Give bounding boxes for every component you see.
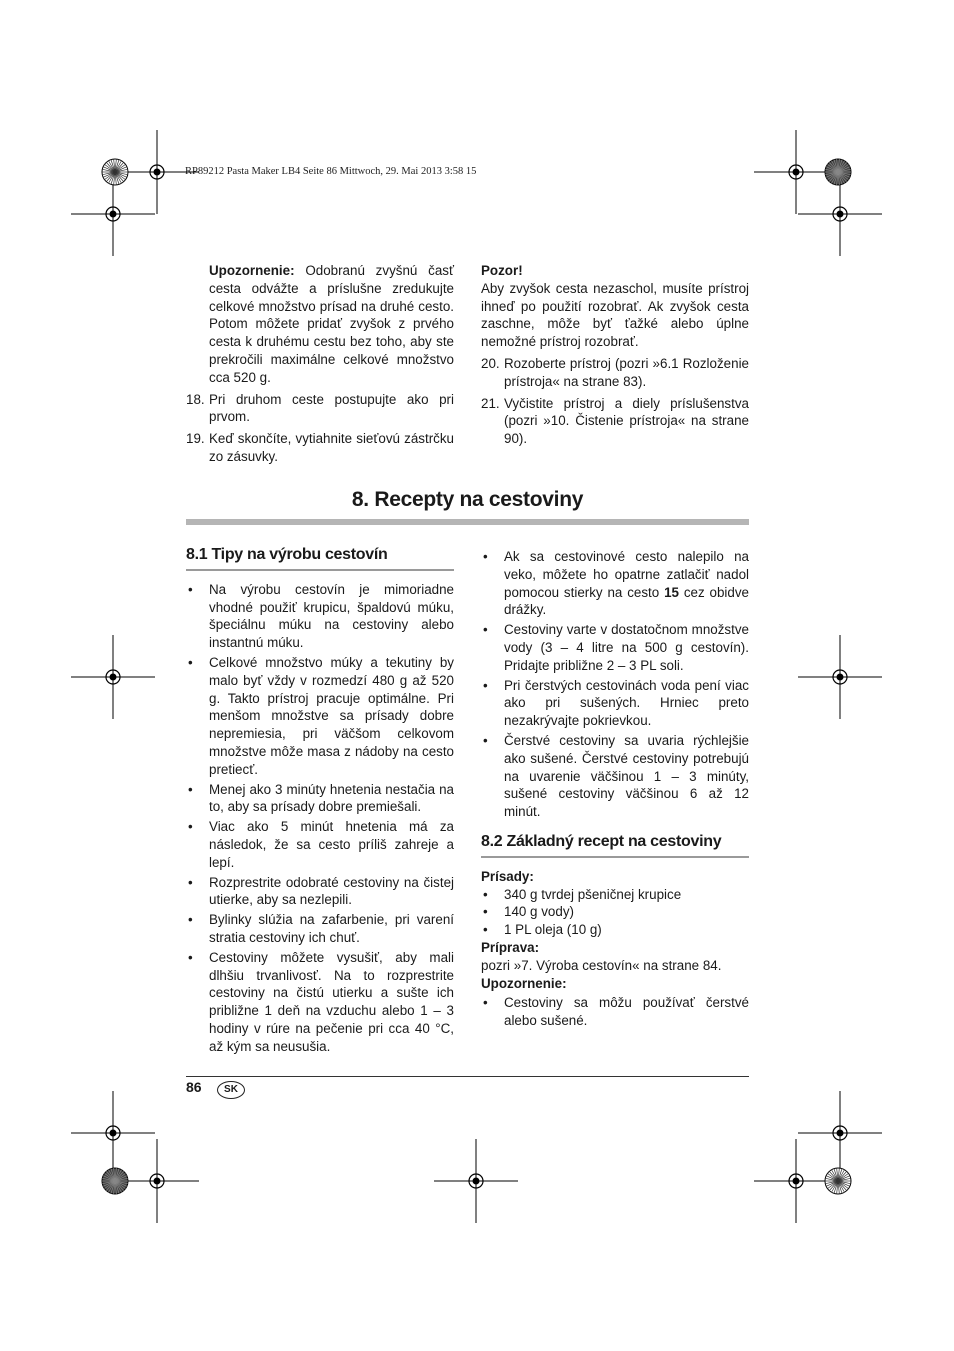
note-label-2: Upozornenie:	[481, 975, 567, 991]
text: cez obidve drážky.	[504, 584, 749, 618]
bullet: •	[483, 549, 488, 564]
bullet-item	[186, 911, 454, 947]
step-number: 19.	[186, 431, 205, 447]
note-label: Upozornenie:	[209, 263, 295, 278]
bullet-item	[481, 621, 749, 674]
bullet-item	[481, 886, 749, 904]
warning-text: Aby zvyšok cesta nezaschol, musíte prístroj ihneď po použití rozobrať. Ak zvyšok cesta zaschne, môže byť ťažké alebo úplne nemožné prístroj rozobrať.	[481, 280, 749, 350]
bullet-item	[186, 818, 454, 871]
bullet: •	[483, 622, 488, 638]
step-20	[481, 355, 749, 391]
step-19	[186, 430, 454, 466]
bullet-item	[481, 548, 749, 619]
bullet: •	[188, 949, 193, 965]
bullet: •	[188, 654, 193, 670]
section-8-1-right	[481, 546, 749, 1030]
page-number: 86	[186, 1079, 202, 1095]
bullet-text: Na výrobu cestovín je mimoriadne vhodné použiť krupicu, špaldovú múku, špeciálnu múku na cestoviny alebo instantnú múku.	[209, 581, 454, 651]
note-text: Odobranú zvyšnú časť cesta odvážte a príslušne zredukujte celkové množstvo prísad na druhé cesto. Potom môžete pridať zvyšok z prvého cesta k druhému cestu bez toho, aby ste prekročili maximálne celkové množstvo cca 520 g.	[209, 263, 454, 385]
bullet: •	[188, 781, 193, 797]
bullet-text: 340 g tvrdej pšeničnej krupice	[504, 886, 682, 902]
bullet-text: Viac ako 5 minút hnetenia má za následok, že sa cesto príliš zahreje a lepí.	[209, 819, 454, 870]
language-badge: SK	[217, 1081, 245, 1099]
bullet-item	[186, 654, 454, 779]
bullet-text: Menej ako 3 minúty hnetenia nestačia na to, aby sa prísady dobre premiešali.	[209, 781, 454, 815]
footer-divider	[186, 1076, 749, 1077]
bullet-text: Celkové množstvo múky a tekutiny by malo byť vždy v rozmedzí 480 g až 520 g. Takto prístroj pracuje optimálne. Pri menšom množstve sa prísady dobre nepremiesia, pri väčšom celkovom množstve môže masa z nádoby na cesto pretiecť.	[209, 654, 454, 777]
bullet-item	[481, 677, 749, 730]
title-divider	[186, 519, 749, 525]
bullet: •	[188, 874, 193, 890]
step-18	[186, 391, 454, 427]
preparation-text: pozri »7. Výroba cestovín« na strane 84.	[481, 957, 722, 973]
bullet: •	[483, 732, 488, 748]
step-number: 20.	[481, 355, 500, 371]
part-number: 15	[664, 584, 679, 600]
bullet-item	[186, 949, 454, 1056]
bullet: •	[188, 819, 193, 835]
step-text: Pri druhom ceste postupujte ako pri prvom.	[209, 391, 454, 425]
right-top-column	[481, 262, 749, 448]
step-number: 21.	[481, 395, 500, 411]
section-8-1-left	[186, 546, 454, 1056]
bullet-text: Cestoviny varte v dostatočnom množstve vody (3 – 4 litre na 500 g cestovín). Pridajte približne 2 – 3 PL soli.	[504, 622, 749, 673]
ingredients-label: Prísady:	[481, 868, 534, 884]
bullet-text: Cestoviny môžete vysušiť, aby mali dlhšiu trvanlivosť. Na to rozprestrite cestoviny na čistú utierku a sušte ich približne 1 deň na vzduchu alebo 1 – 3 hodiny v rúre na pečenie pri cca 40 °C, až kým sa neusušia.	[209, 949, 454, 1054]
bullet: •	[483, 886, 488, 902]
bullet-text: Rozprestrite odobraté cestoviny na čistej utierke, aby sa nezlepili.	[209, 874, 454, 908]
text: Ak sa cestovinové cesto nalepilo na veko, môžete ho opatrne zatlačiť nadol pomocou stierky na cesto	[504, 549, 749, 600]
bullet-text: Čerstvé cestoviny sa uvaria rýchlejšie ako sušené. Čerstvé cestoviny potrebujú na uvarenie väčšinou 1 – 3 minúty, sušené cestoviny väčšinou 6 až 12 minút.	[504, 732, 749, 820]
bullet-text: Pri čerstvých cestovinách voda pení viac ako pri sušených. Hrniec preto nezakrývajte pokrievkou.	[504, 677, 749, 729]
preparation-label: Príprava:	[481, 939, 540, 955]
print-slug: RP89212 Pasta Maker LB4 Seite 86 Mittwoch, 29. Mai 2013 3:58 15	[185, 166, 477, 177]
bullet: •	[188, 912, 193, 928]
bullet-text: Cestoviny sa môžu používať čerstvé alebo sušené.	[504, 995, 749, 1029]
bullet-item	[481, 921, 749, 939]
section-heading-8-1: 8.1 Tipy na výrobu cestovín	[186, 546, 454, 571]
bullet-text: Bylinky slúžia na zafarbenie, pri varení stratia cestoviny ich chuť.	[209, 912, 454, 945]
bullet-item	[481, 903, 749, 921]
bullet-text: 1 PL oleja (10 g)	[504, 922, 602, 938]
step-text: Rozoberte prístroj (pozri »6.1 Rozloženie prístroja« na strane 83).	[504, 355, 749, 389]
bullet: •	[188, 581, 193, 597]
section-heading-8-2: 8.2 Základný recept na cestoviny	[481, 833, 749, 858]
step-text: Keď skončíte, vytiahnite sieťovú zástrčku zo zásuvky.	[209, 431, 454, 464]
note-paragraph	[186, 262, 454, 387]
bullet: •	[483, 995, 488, 1011]
bullet-text: 140 g vody)	[504, 904, 574, 920]
bullet-item	[186, 581, 454, 652]
bullet: •	[483, 677, 488, 693]
bullet-item	[186, 874, 454, 910]
left-top-column	[186, 262, 454, 466]
bullet: •	[483, 904, 488, 920]
chapter-title: 8. Recepty na cestoviny	[351, 488, 584, 511]
bullet-item	[481, 732, 749, 821]
bullet-text	[504, 548, 749, 619]
bullet-item	[186, 781, 454, 817]
step-21	[481, 395, 749, 448]
bullet-item	[481, 994, 749, 1030]
bullet: •	[483, 922, 488, 938]
step-text: Vyčistite prístroj a diely príslušenstva (pozri »10. Čistenie prístroja« na strane 90).	[504, 395, 749, 447]
step-number: 18.	[186, 391, 205, 407]
warning-label: Pozor!	[481, 263, 523, 278]
